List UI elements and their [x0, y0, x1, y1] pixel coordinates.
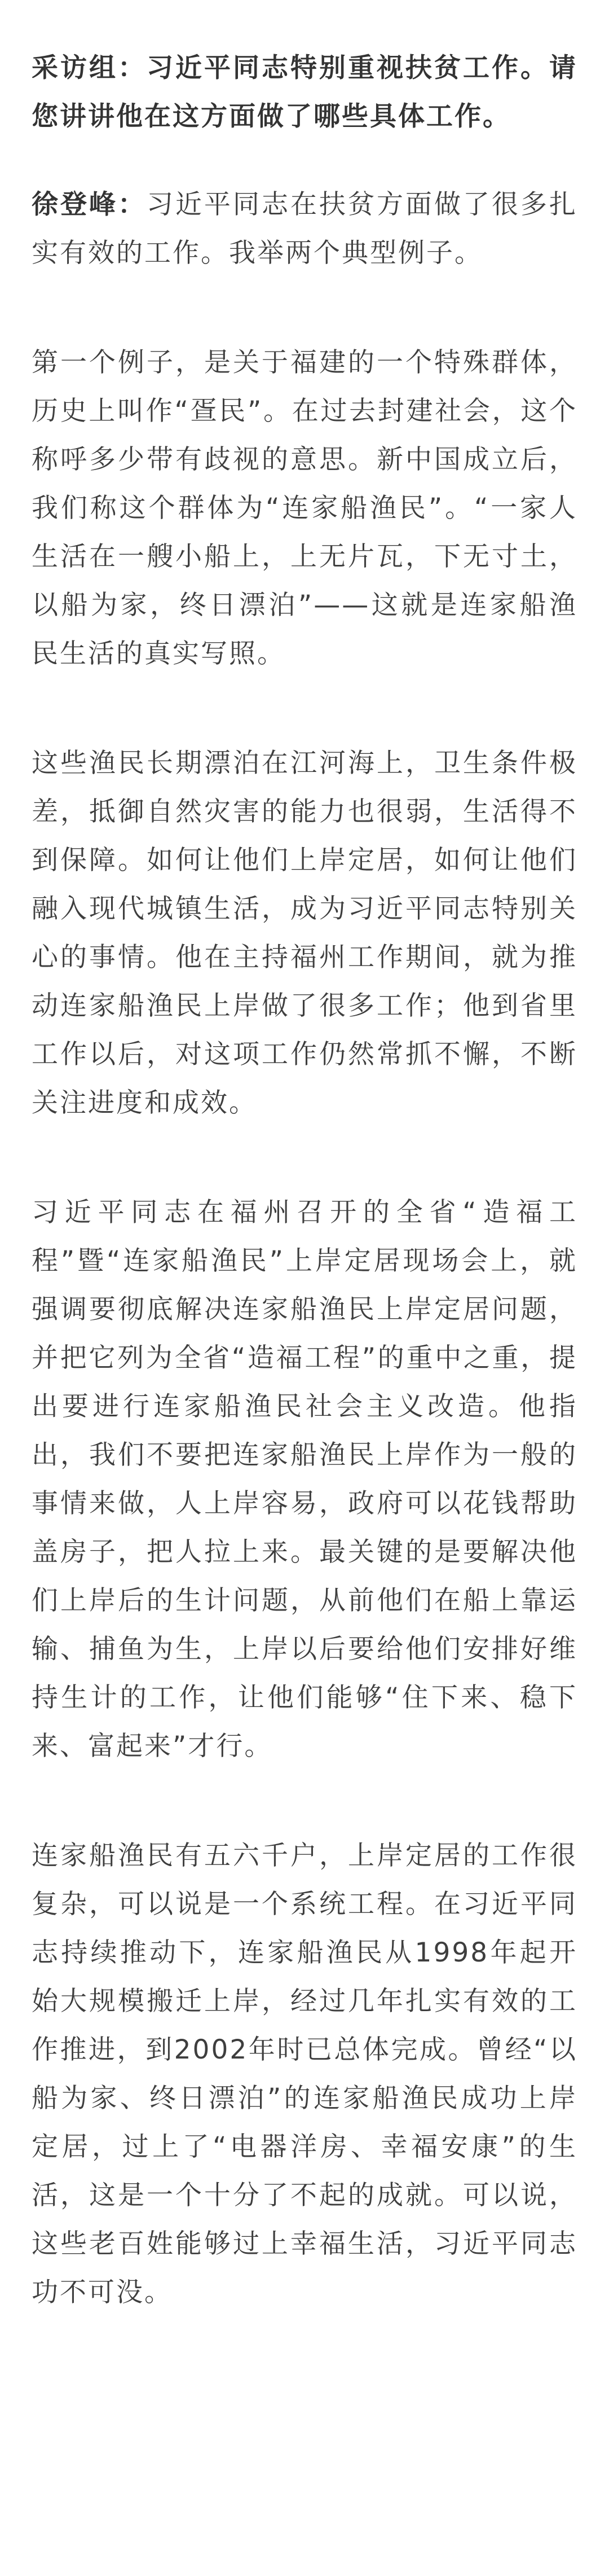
paragraph-3: 习近平同志在福州召开的全省“造福工程”暨“连家船渔民”上岸定居现场会上，就强调要彻底解决连家船渔民上岸定居问题，并把它列为全省“造福工程”的重中之重，提出要进行连家船渔民社会主义改造。他指出，我们不要把连家船渔民上岸作为一般的事情来做，人上岸容易，政府可以花钱帮助盖房子，把人拉上来。最关键的是要解决他们上岸后的生计问题，从前他们在船上靠运输、捕鱼为生，上岸以后要给他们安排好维持生计的工作，让他们能够“住下来、稳下来、富起来”才行。: [32, 1197, 577, 1762]
answer-intro: [32, 181, 577, 278]
paragraph-1: 第一个例子，是关于福建的一个特殊群体，历史上叫作“疍民”。在过去封建社会，这个称呼多少带有歧视的意思。新中国成立后，我们称这个群体为“连家船渔民”。“一家人生活在一艘小船上，上无片瓦，下无寸土，以船为家，终日漂泊”——这就是连家船渔民生活的真实写照。: [32, 347, 577, 669]
answer-intro-text: 习近平同志在扶贫方面做了很多扎实有效的工作。我举两个典型例子。: [32, 189, 577, 269]
question-text: 习近平同志特别重视扶贫工作。请您讲讲他在这方面做了哪些具体工作。: [32, 52, 577, 132]
question-speaker: 采访组：: [32, 52, 147, 84]
paragraph-2: 这些渔民长期漂泊在江河海上，卫生条件极差，抵御自然灾害的能力也很弱，生活得不到保障。如何让他们上岸定居，如何让他们融入现代城镇生活，成为习近平同志特别关心的事情。他在主持福州工作期间，就为推动连家船渔民上岸做了很多工作；他到省里工作以后，对这项工作仍然常抓不懈，不断关注进度和成效。: [32, 748, 577, 1118]
answer-speaker: 徐登峰：: [32, 189, 147, 220]
interview-question: [32, 44, 577, 141]
paragraph-4: 连家船渔民有五六千户，上岸定居的工作很复杂，可以说是一个系统工程。在习近平同志持续推动下，连家船渔民从1998年起开始大规模搬迁上岸，经过几年扎实有效的工作推进，到2002年时已总体完成。曾经“以船为家、终日漂泊”的连家船渔民成功上岸定居，过上了“电器洋房、幸福安康”的生活，这是一个十分了不起的成就。可以说，这些老百姓能够过上幸福生活，习近平同志功不可没。: [32, 1840, 577, 2308]
